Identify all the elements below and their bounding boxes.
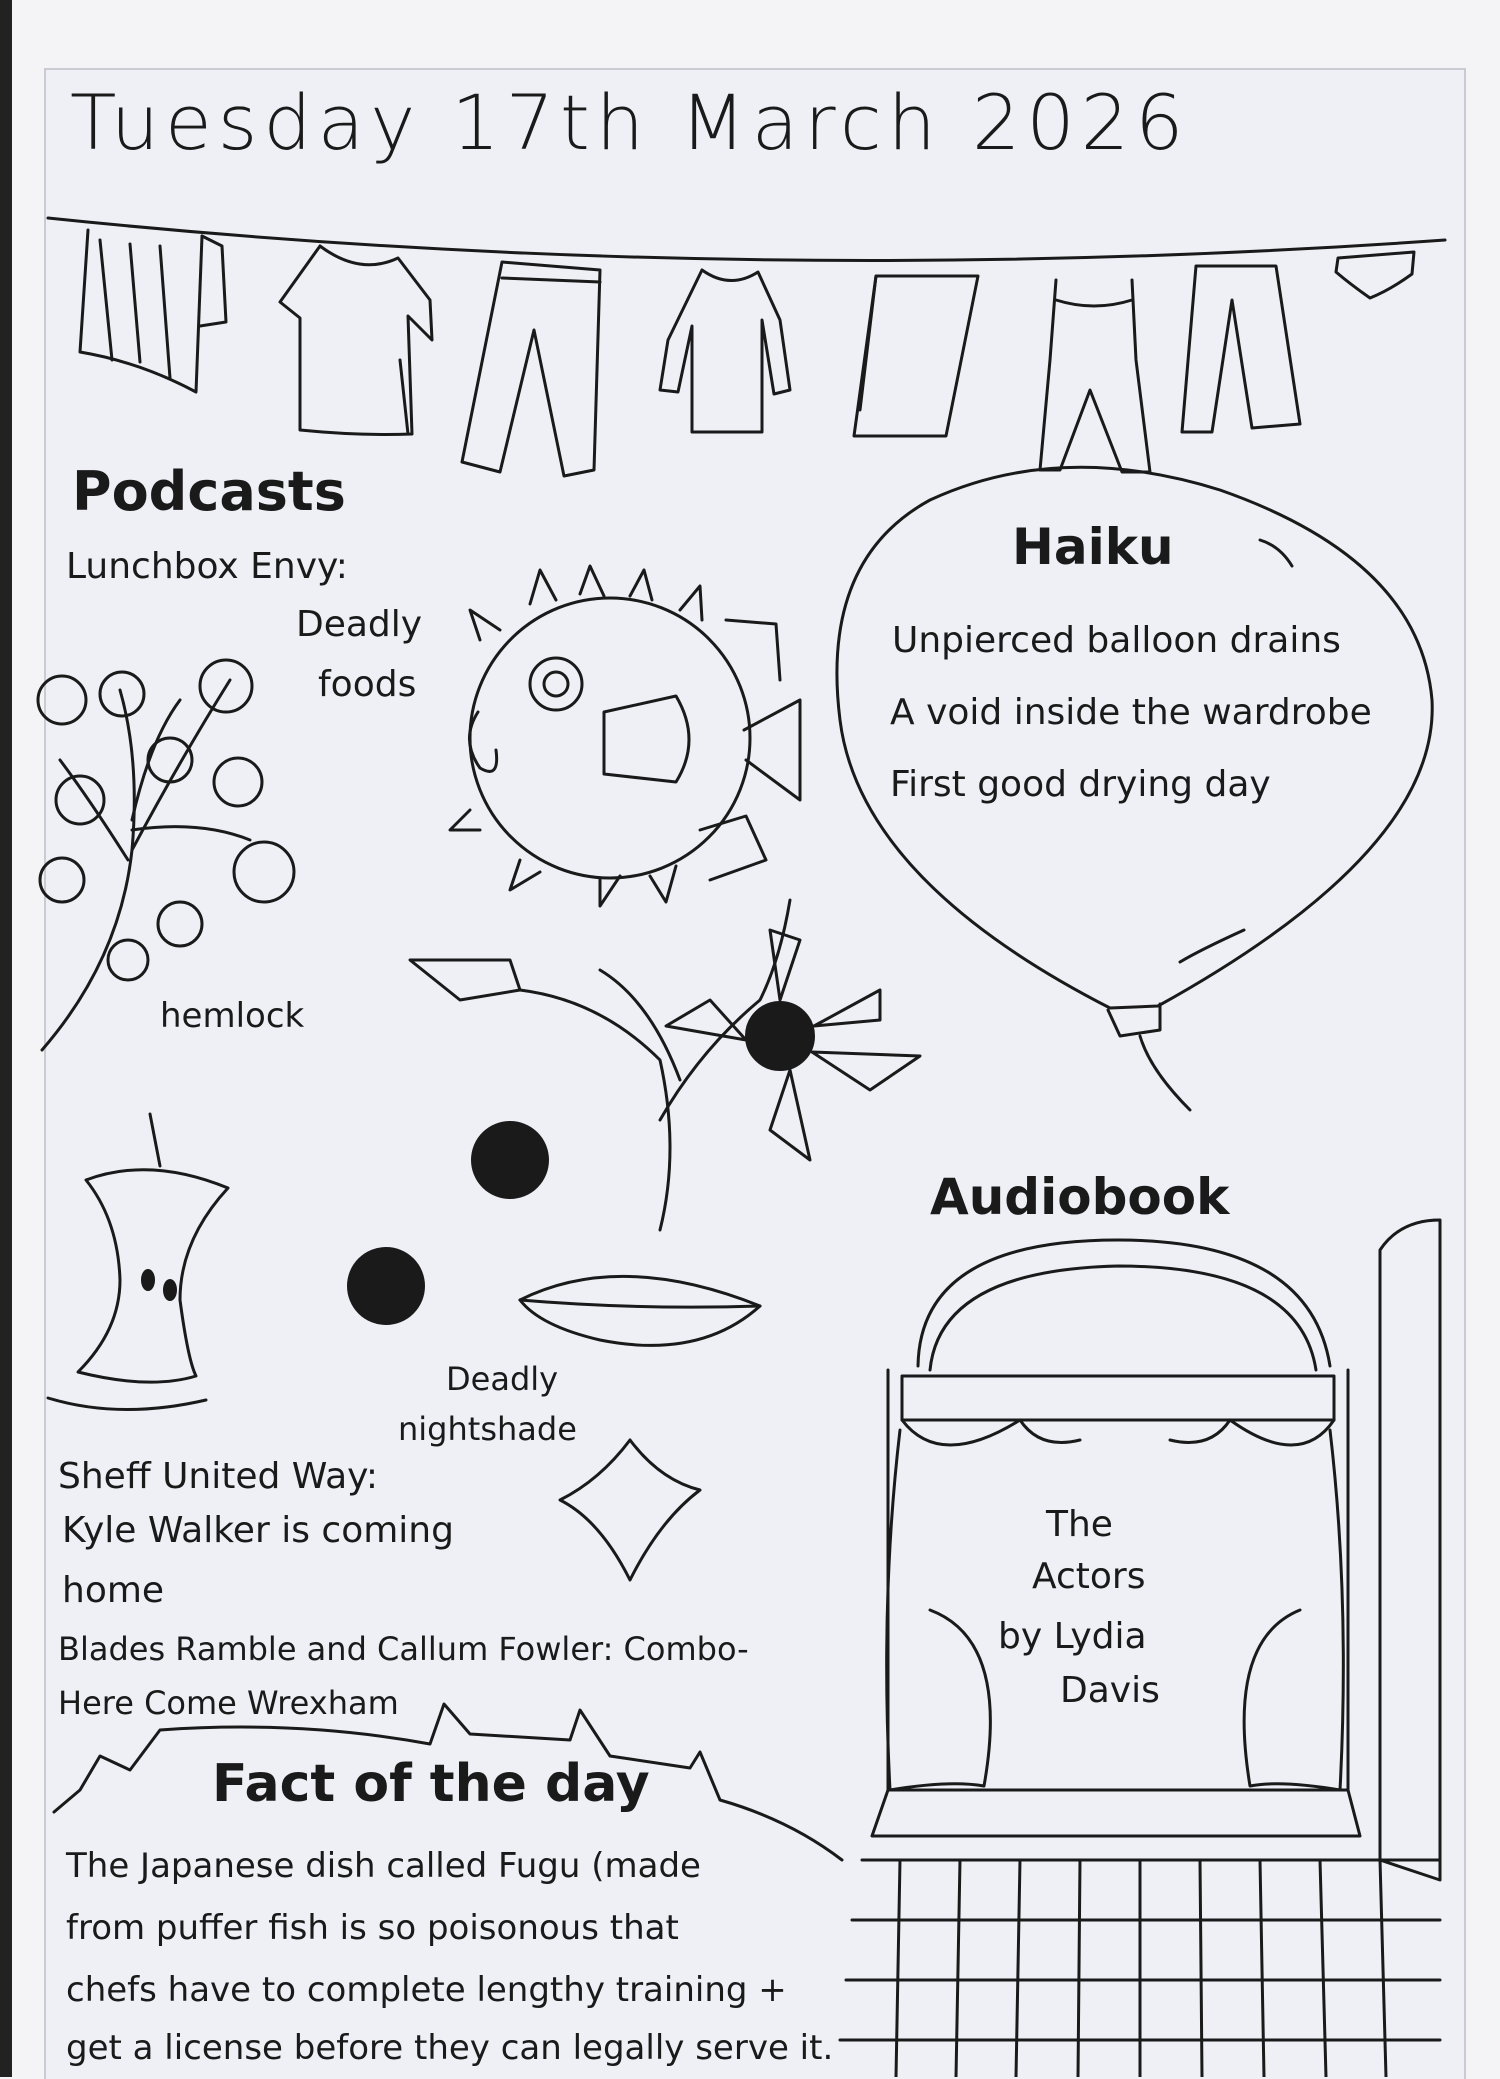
podcast-episode-wrexham: Here Come Wrexham (58, 1684, 399, 1722)
podcast-episode-line-1: Deadly (296, 604, 423, 645)
nightshade-label-line-2: nightshade (398, 1410, 577, 1448)
nightshade-label-line-1: Deadly (446, 1360, 559, 1398)
apple-core-icon (48, 1114, 228, 1410)
podcast-episode-kyle-walker-line-1: Kyle Walker is coming (62, 1510, 454, 1551)
fact-of-the-day-heading: Fact of the day (212, 1754, 650, 1814)
podcast-show-blades-ramble: Blades Ramble and Callum Fowler: Combo- (58, 1630, 749, 1668)
haiku-line-1: Unpierced balloon drains (892, 620, 1341, 661)
podcast-show-lunchbox-envy: Lunchbox Envy: (66, 546, 348, 587)
date-heading: Tuesday 17th March 2026 (70, 78, 1190, 167)
audiobook-author-line-2: Davis (1060, 1670, 1160, 1711)
fact-line-3: chefs have to complete lengthy training + (66, 1970, 787, 2010)
audiobook-title-line-2: Actors (1032, 1556, 1146, 1597)
nightshade-plant-icon (348, 900, 920, 1580)
hemlock-label: hemlock (160, 996, 305, 1036)
podcasts-heading: Podcasts (72, 460, 346, 523)
hemlock-plant-icon (38, 660, 294, 1050)
haiku-heading: Haiku (1012, 518, 1174, 576)
fact-line-1: The Japanese dish called Fugu (made (66, 1846, 701, 1886)
fact-line-4: get a license before they can legally serve it. (66, 2028, 834, 2068)
haiku-line-2: A void inside the wardrobe (890, 692, 1372, 733)
audiobook-author-line-1: by Lydia (998, 1616, 1147, 1657)
puffer-fish-icon (450, 566, 800, 906)
audiobook-title-line-1: The (1046, 1504, 1113, 1545)
fact-line-2: from puffer fish is so poisonous that (66, 1908, 679, 1948)
podcast-show-sheff-united-way: Sheff United Way: (58, 1456, 378, 1497)
haiku-line-3: First good drying day (890, 764, 1271, 805)
audiobook-heading: Audiobook (930, 1168, 1230, 1226)
washing-line-icon (48, 218, 1445, 476)
podcast-episode-line-2: foods (318, 664, 417, 705)
podcast-episode-kyle-walker-line-2: home (62, 1570, 165, 1611)
